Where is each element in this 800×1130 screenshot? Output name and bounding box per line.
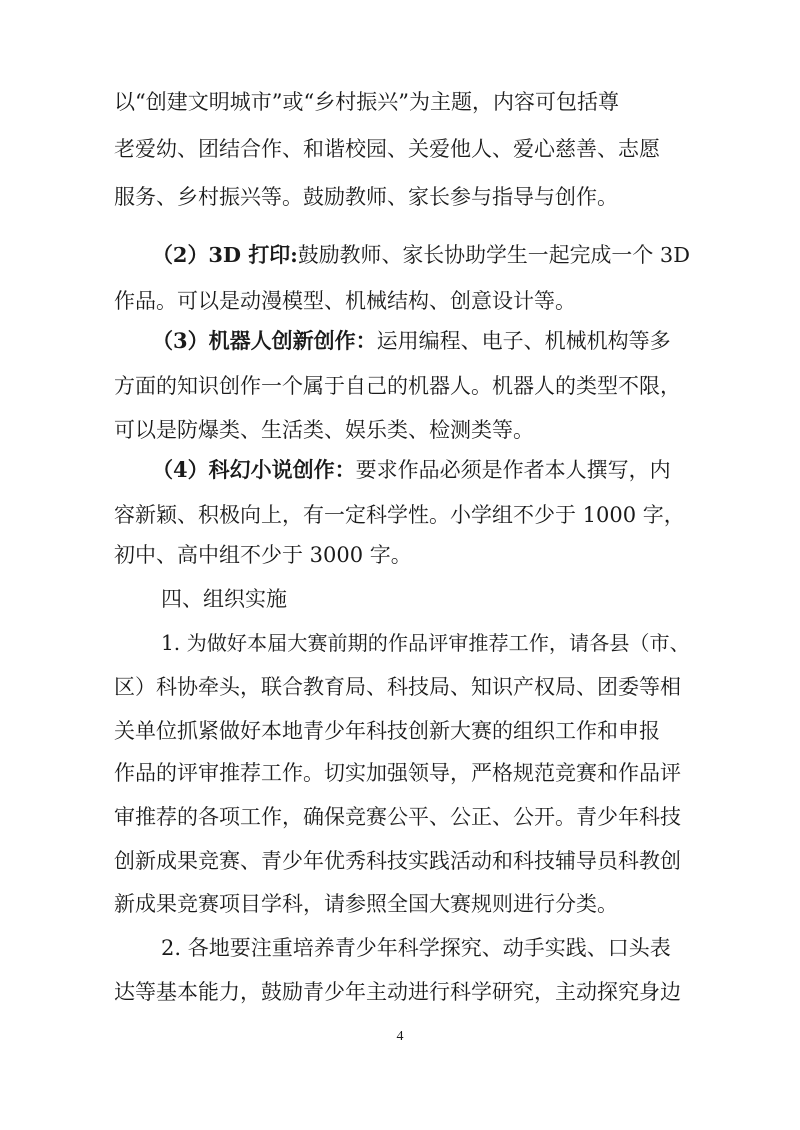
paragraph-line [0, 501, 800, 529]
paragraph-line [0, 88, 800, 116]
paragraph-line [0, 803, 800, 831]
paragraph-line [0, 934, 800, 962]
paragraph-line [0, 629, 800, 657]
line-text: 方面的知识创作一个属于自己的机器人。机器人的类型不限， [114, 374, 681, 398]
paragraph-line [0, 327, 800, 355]
line-text: 1. 为做好本届大赛前期的作品评审推荐工作，请各县（市、 [161, 631, 690, 655]
line-text: 鼓励教师、家长协助学生一起完成一个 3D [297, 243, 690, 267]
line-text: 要求作品必须是作者本人撰写，内 [355, 458, 671, 482]
line-text: 关单位抓紧做好本地青少年科技创新大赛的组织工作和申报 [114, 719, 660, 743]
line-text: 服务、乡村振兴等。鼓励教师、家长参与指导与创作。 [114, 185, 618, 209]
line-text: 作品。可以是动漫模型、机械结构、创意设计等。 [114, 289, 576, 313]
line-text: 容新颖、积极向上，有一定科学性。小学组不少于 1000 字， [114, 503, 685, 527]
line-text: 运用编程、电子、机械机构等多 [376, 329, 671, 353]
paragraph-line [0, 673, 800, 701]
heading-text: 四、组织实施 [161, 587, 287, 611]
line-text: 2. 各地要注重培养青少年科学探究、动手实践、口头表 [161, 936, 671, 960]
line-text: 初中、高中组不少于 3000 字。 [114, 543, 412, 567]
line-heading: （4）科幻小说创作： [152, 457, 356, 482]
paragraph-line [0, 759, 800, 787]
line-heading: （3）机器人创新创作： [152, 328, 377, 353]
paragraph-line [0, 978, 800, 1006]
line-text: 老爱幼、团结合作、和谐校园、关爱他人、爱心慈善、志愿 [114, 137, 660, 161]
paragraph-line [0, 241, 800, 269]
paragraph-line [0, 287, 800, 315]
line-text: 新成果竞赛项目学科，请参照全国大赛规则进行分类。 [114, 892, 618, 916]
line-text: 作品的评审推荐工作。切实加强领导，严格规范竞赛和作品评 [114, 761, 681, 785]
paragraph-line [0, 416, 800, 444]
line-text: 可以是防爆类、生活类、娱乐类、检测类等。 [114, 418, 534, 442]
paragraph-line [0, 372, 800, 400]
paragraph-line [0, 135, 800, 163]
line-text: 创新成果竞赛、青少年优秀科技实践活动和科技辅导员科教创 [114, 849, 681, 873]
section-heading [0, 585, 800, 613]
paragraph-line [0, 717, 800, 745]
line-heading: （2）3D 打印: [152, 242, 298, 267]
paragraph-line [0, 183, 800, 211]
paragraph-line [0, 847, 800, 875]
line-text: 区）科协牵头，联合教育局、科技局、知识产权局、团委等相 [114, 675, 681, 699]
line-text: 达等基本能力，鼓励青少年主动进行科学研究，主动探究身边 [114, 980, 681, 1004]
line-text: 审推荐的各项工作，确保竞赛公平、公正、公开。青少年科技 [114, 805, 681, 829]
page-number: 4 [396, 1029, 404, 1044]
paragraph-line [0, 890, 800, 918]
paragraph-line [0, 456, 800, 484]
line-text: 以“创建文明城市”或“乡村振兴”为主题，内容可包括尊 [114, 90, 619, 114]
paragraph-line [0, 541, 800, 569]
